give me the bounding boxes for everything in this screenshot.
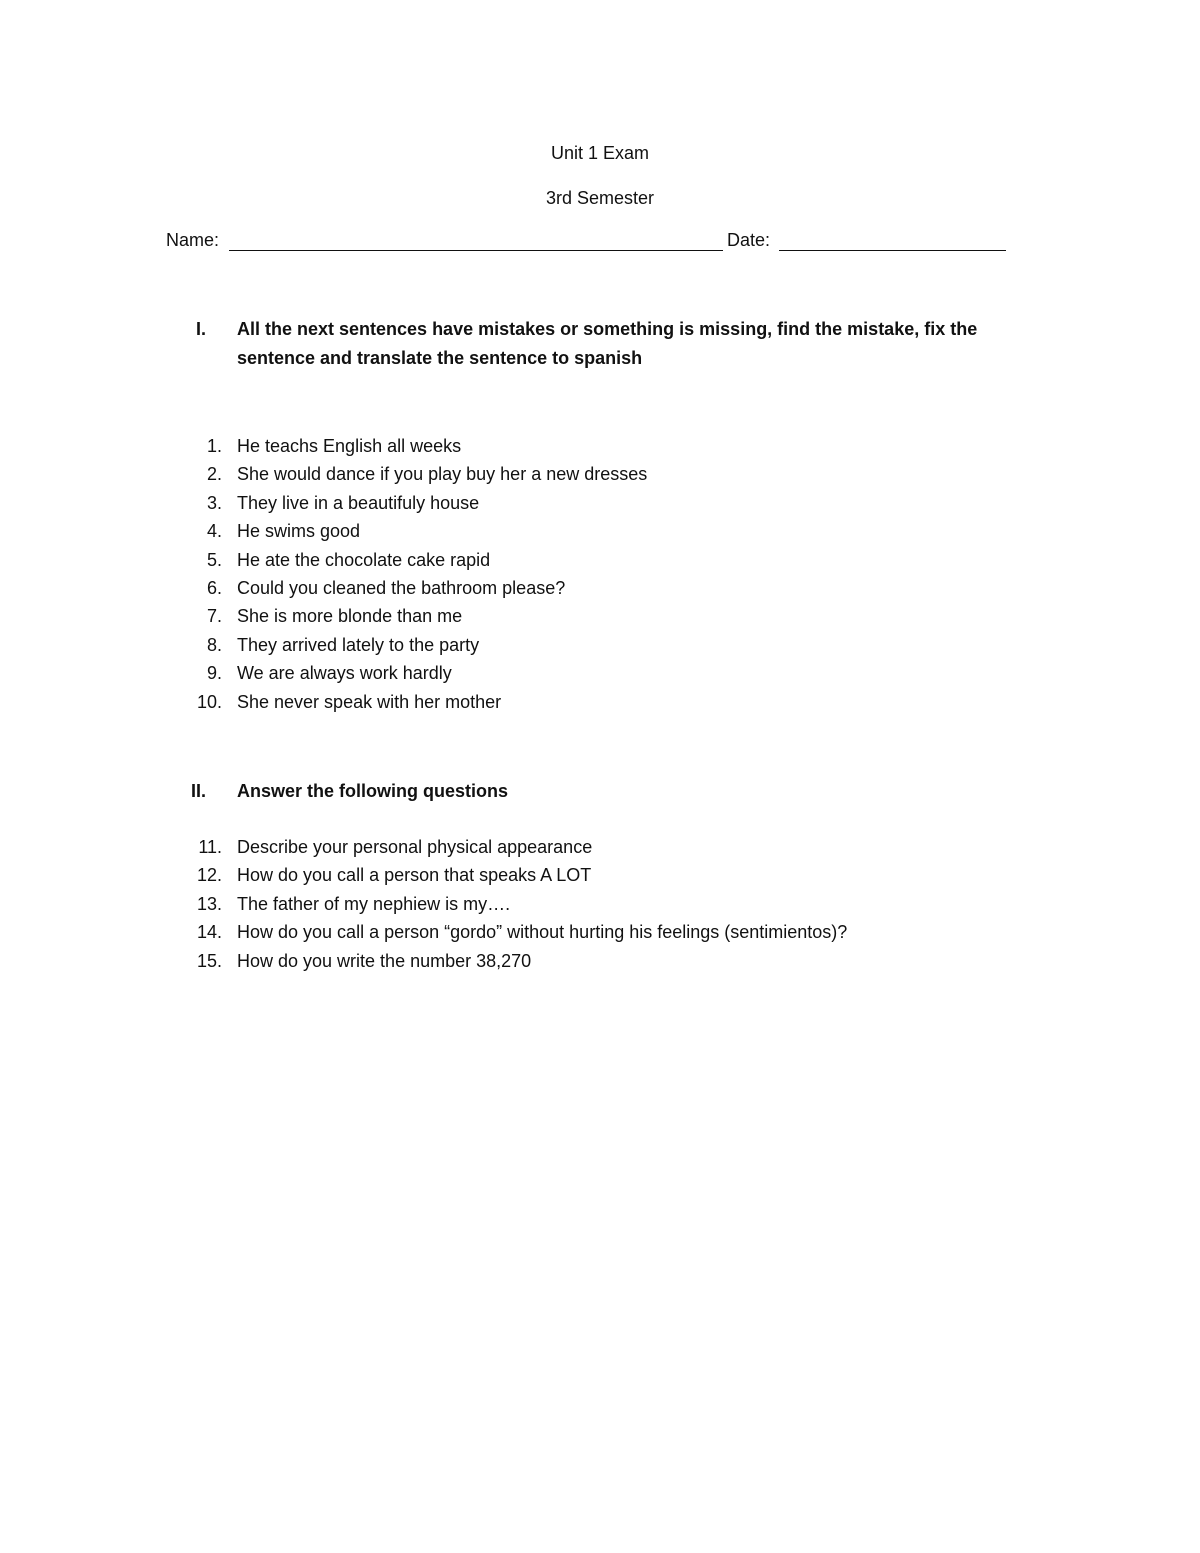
item-text: He teachs English all weeks (237, 436, 462, 456)
item-text: They live in a beautifuly house (237, 492, 480, 513)
list-item (166, 432, 1016, 460)
exam-subtitle: 3rd Semester (545, 188, 655, 208)
list-item (166, 947, 1016, 975)
date-blank-line (779, 250, 1006, 251)
section-1-heading (166, 315, 1016, 375)
list-item (166, 546, 1016, 574)
item-number: 12. (196, 865, 222, 886)
item-text: He ate the chocolate cake rapid (237, 549, 491, 570)
list-item (166, 574, 1016, 602)
exam-title: Unit 1 Exam (550, 143, 650, 163)
date-label: Date: (727, 230, 771, 250)
list-item (166, 517, 1016, 545)
item-number: 4. (206, 521, 222, 542)
list-item (166, 688, 1016, 716)
list-item (166, 631, 1016, 659)
list-item (166, 460, 1016, 488)
item-text: She is more blonde than me (237, 606, 463, 627)
item-text: He swims good (237, 521, 361, 542)
name-date-row (166, 229, 1008, 255)
item-text: How do you call a person “gordo” without hurting his feelings (sentimientos)? (237, 922, 848, 943)
section-2-heading (166, 777, 1016, 807)
list-item (166, 833, 1016, 861)
item-text: The father of my nephiew is my…. (237, 893, 511, 914)
item-text: She never speak with her mother (237, 691, 502, 712)
list-item (166, 659, 1016, 687)
section-2-list (166, 833, 1016, 975)
section-1-numeral: I. (195, 319, 206, 339)
item-number: 10. (196, 691, 222, 712)
item-number: 14. (196, 922, 222, 943)
item-number: 15. (196, 950, 222, 971)
item-number: 9. (206, 663, 222, 684)
item-number: 3. (206, 492, 222, 513)
item-number: 1. (206, 436, 222, 456)
section-1-list (166, 432, 1016, 716)
item-text: She would dance if you play buy her a new dresses (237, 464, 648, 485)
item-number: 11. (198, 837, 222, 857)
section-2-instruction: Answer the following questions (237, 781, 509, 801)
list-item (166, 489, 1016, 517)
list-item (166, 918, 1016, 946)
item-number: 8. (206, 634, 222, 655)
list-item (166, 861, 1016, 889)
section-1-instruction: All the next sentences have mistakes or something is missing, find the mistake, fix the sentence and translate the sentence to spanish (237, 319, 978, 368)
list-item (166, 602, 1016, 630)
name-label: Name: (166, 230, 220, 250)
item-text: They arrived lately to the party (237, 634, 480, 655)
item-text: Could you cleaned the bathroom please? (237, 577, 566, 598)
item-number: 2. (206, 464, 222, 485)
item-text: We are always work hardly (237, 663, 452, 684)
item-number: 7. (206, 606, 222, 627)
item-text: How do you write the number 38,270 (237, 950, 532, 971)
name-blank-line (229, 250, 723, 251)
item-number: 13. (196, 893, 222, 914)
list-item (166, 890, 1016, 918)
section-2-numeral: II. (190, 781, 206, 801)
item-text: Describe your personal physical appearance (237, 837, 593, 857)
item-text: How do you call a person that speaks A LOT (237, 865, 592, 886)
item-number: 5. (206, 549, 222, 570)
item-number: 6. (206, 577, 222, 598)
